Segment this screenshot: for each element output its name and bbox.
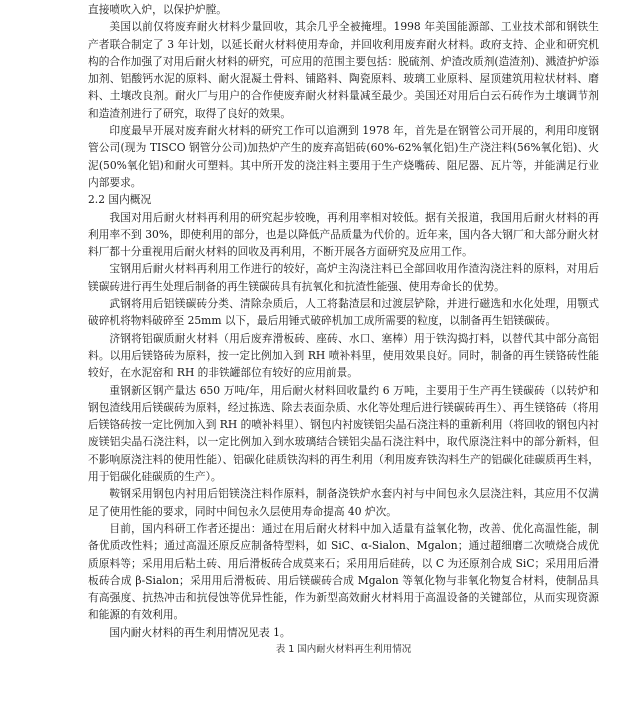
paragraph-domestic-overview: 我国对用后耐火材料再利用的研究起步较晚，再利用率相对较低。据有关报道，我国用后耐火材料的再利用率不到 30%，即使利用的部分，也是以降低产品质量为代价的。近年来，国内各大钢厂和大部分耐火材料厂都十分重视用后耐火材料的回收及再利用，不断开展各方面研究及应用工作。 [88,210,599,259]
table-caption: 表 1 国内耐火材料再生利用情况 [275,643,412,655]
paragraph-usa: 美国以前仅将废弃耐火材料少量回收，其余几乎全被掩埋。1998 年美国能源部、工业技术部和钢铁生产者联合制定了 3 年计划，以延长耐火材料使用寿命，并回收利用废弃耐火材料。政府支持、企业和研究机构的合作加强了对用后耐火材料的研究，可应用的范围主要包括：脱硫剂、炉渣改质剂(造渣剂)、溅渣护炉添加剂、铝酸钙水泥的原料、耐火混凝土骨料、铺路料、陶瓷原料、玻璃工业原料、屋顶建筑用粒状材料、磨料、土壤改良剂。耐火厂与用户的合作使废弃耐火材料量减至最少。美国还对用后白云石砖作为土壤调节剂和造渣剂进行了研究，取得了良好的效果。 [88,20,599,120]
paragraph-research: 目前，国内科研工作者还提出：通过在用后耐火材料中加入适量有益氧化物，改善、优化高温性能，制备优质改性料；通过高温还原反应制备特型料，如 SiC、α-Sialon、Mgalon；通过超细磨二次喷烧合成优质原料等；采用用后粘土砖、用后滑板砖合成莫来石；采用用后硅砖，以 C 为还原剂合成 SiC；采用用后滑板砖合成 β-Sialon；采用用后滑板砖、用后镁碳砖合成 Mgalon 等氧化物与非氧化物复合材料，使制品具有高强度、抗热冲击和抗侵蚀等优异性能，作为新型高效耐火材料用于高温设备的关键部位，从而实现资源和能源的有效利用。 [88,521,599,622]
paragraph-ansteel: 鞍钢采用钢包内衬用后铝镁浇注料作原料，制备浇铁炉水套内衬与中间包永久层浇注料，其应用不仅满足了使用性能的要求，同时中间包永久层使用寿命提高 40 炉次。 [88,487,599,518]
paragraph-india: 印度最早开展对废弃耐火材料的研究工作可以追溯到 1978 年，首先是在钢管公司开展的，利用印度钢管公司(现为 TISCO 钢管分公司)加热炉产生的废弃高铝砖(60%-62%氧化铝)生产浇注料(56%氧化铝)、火泥(50%氧化铝)和耐火可塑料。其中所开发的浇注料主要用于生产烧嘴砖、阻尼器、瓦片等，并能满足行业内部要求。 [88,124,599,189]
paragraph-baosteel: 宝钢用后耐火材料再利用工作进行的较好，高炉主沟浇注料已全部回收用作渣沟浇注料的原料，对用后镁碳砖进行再生处理后制备的再生镁碳砖具有抗氧化和抗渣性能强、使用寿命长的优势。 [88,262,599,293]
paragraph-wisco: 武钢将用后铝镁碳砖分类、清除杂质后，人工将黏渣层和过渡层铲除，并进行磁选和水化处理，用颚式破碎机将物料破碎至 25mm 以下，最后用锤式破碎机加工成所需要的粒度，以制备再生铝镁碳砖。 [88,297,599,328]
paragraph-chongqing-steel: 重钢新区钢产量达 650 万吨/年，用后耐火材料回收量约 6 万吨，主要用于生产再生镁碳砖（以转炉和钢包渣线用后镁碳砖为原料，经过拣选、除去表面杂质、水化等处理后进行镁碳砖再生）、再生镁铬砖（将用后镁铬砖按一定比例加入到 RH 的喷补料里）、钢包内衬废镁铝尖晶石浇注料的重新利用（将回收的钢包内衬废镁铝尖晶石浇注料，以一定比例加入到水玻璃结合镁铝尖晶石浇注料中，取代原浇注料中的部分新料，但不影响原浇注料的使用性能）、铝碳化硅质铁沟料的再生利用（利用废弃铁沟料生产的铝碳化硅碳质再生料，用于铝碳化硅碳质的生产）。 [88,383,599,484]
paragraph-jinan-steel: 济钢将铝碳质耐火材料（用后废弃滑板砖、座砖、水口、塞棒）用于铁沟捣打料，以替代其中部分高铝料。以用后镁铬砖为原料，按一定比例加入到 RH 喷补料里，使用效果良好。同时，制备的再生镁铬砖性能较好，在水泥窑和 RH 的非铁罐部位有较好的应用前景。 [88,331,599,380]
paragraph-table-ref: 国内耐火材料的再生利用情况见表 1。 [109,625,291,639]
paragraph-continuation: 直接喷吹入炉，以保护炉膛。 [88,3,227,16]
section-heading: 2.2 国内概况 [88,193,152,207]
